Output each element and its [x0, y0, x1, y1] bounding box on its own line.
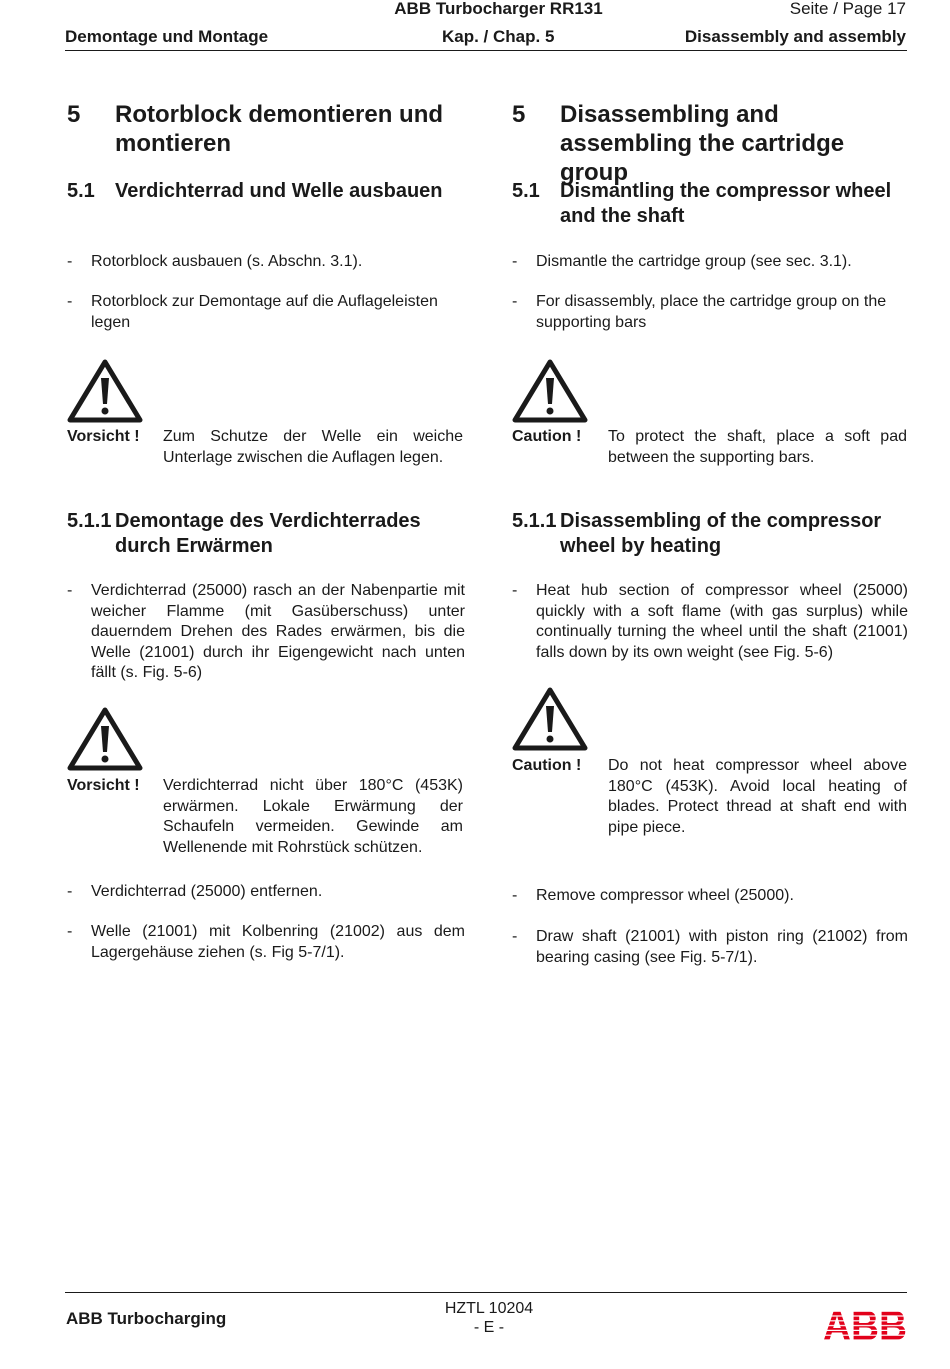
de-section-heading: 5 Rotorblock demontieren und montieren — [67, 101, 444, 157]
page-number: Seite / Page 17 — [789, 0, 906, 18]
en-caution-text: To protect the shaft, place a soft pad between the supporting bars. — [608, 428, 907, 466]
warning-triangle-icon — [512, 358, 588, 424]
de-step-5: - Welle (21001) mit Kolbenring (21002) aus dem Lagergehäuse ziehen (s. Fig 5-7/1). — [67, 923, 465, 961]
en-subsection-heading: 5.1 Dismantling the compressor wheel and the shaft — [512, 180, 892, 227]
footer-divider — [65, 1292, 907, 1293]
de-subsubsection-heading: 5.1.1 Demontage des Verdichterrades durch Erwärmen — [67, 510, 421, 557]
document-title: ABB Turbocharger RR131 — [394, 0, 603, 18]
warning-triangle-icon — [512, 686, 588, 752]
header-right-section: Disassembly and assembly — [684, 27, 906, 46]
header-divider — [65, 50, 907, 51]
en-step-1: - Dismantle the cartridge group (see sec. 3.1). — [512, 253, 852, 270]
de-caution-text: Verdichterrad nicht über 180°C (453K) erwärmen. Lokale Erwärmung der Schaufeln vermeiden. Gewinde am Wellenende mit Rohrstück schützen. — [163, 777, 463, 856]
en-subsubsection-heading: 5.1.1 Disassembling of the compressor wheel by heating — [512, 510, 882, 557]
de-caution-label: Vorsicht ! — [67, 428, 140, 445]
en-step-4: - Remove compressor wheel (25000). — [512, 887, 794, 904]
de-step-4: - Verdichterrad (25000) entfernen. — [67, 883, 323, 900]
svg-text:ABB: ABB — [823, 1307, 907, 1341]
de-step-3: - Verdichterrad (25000) rasch an der Nabenpartie mit weicher Flamme (mit Gasüberschuss) unter dauerndem Drehen des Rades erwärmen, bis die Welle (21001) durch ihr Eigengewicht nach unten fällt (s. Fig. 5-6) — [67, 582, 465, 681]
header-chapter: Kap. / Chap. 5 — [442, 27, 555, 46]
de-caution-label: Vorsicht ! — [67, 777, 140, 794]
en-step-3: - Heat hub section of compressor wheel (25000) quickly with a soft flame (with gas surplus) while continually turning the wheel until the shaft (21001) falls down by its own weight (see Fig. 5-6) — [512, 582, 908, 661]
warning-triangle-icon — [67, 706, 143, 772]
warning-triangle-icon — [67, 358, 143, 424]
footer-document-id: HZTL 10204 - E - — [444, 1300, 534, 1336]
en-caution-label: Caution ! — [512, 757, 582, 774]
footer-company: ABB Turbocharging — [66, 1309, 227, 1328]
de-step-2: - Rotorblock zur Demontage auf die Auflageleisten legen — [67, 293, 438, 331]
de-subsection-heading: 5.1 Verdichterrad und Welle ausbauen — [67, 180, 443, 202]
en-step-2: - For disassembly, place the cartridge group on the supporting bars — [512, 293, 887, 331]
de-step-1: - Rotorblock ausbauen (s. Abschn. 3.1). — [67, 253, 363, 270]
en-step-5: - Draw shaft (21001) with piston ring (21002) from bearing casing (see Fig. 5-7/1). — [512, 928, 908, 966]
abb-logo — [823, 1307, 907, 1341]
header-left-section: Demontage und Montage — [65, 27, 269, 46]
en-section-heading: 5 Disassembling and assembling the cartridge group — [512, 101, 845, 186]
en-caution-text: Do not heat compressor wheel above 180°C (453K). Avoid local heating of blades. Protect thread at shaft end with pipe piece. — [608, 757, 907, 836]
en-caution-label: Caution ! — [512, 428, 582, 445]
de-caution-text: Zum Schutze der Welle ein weiche Unterlage zwischen die Auflagen legen. — [163, 428, 463, 466]
